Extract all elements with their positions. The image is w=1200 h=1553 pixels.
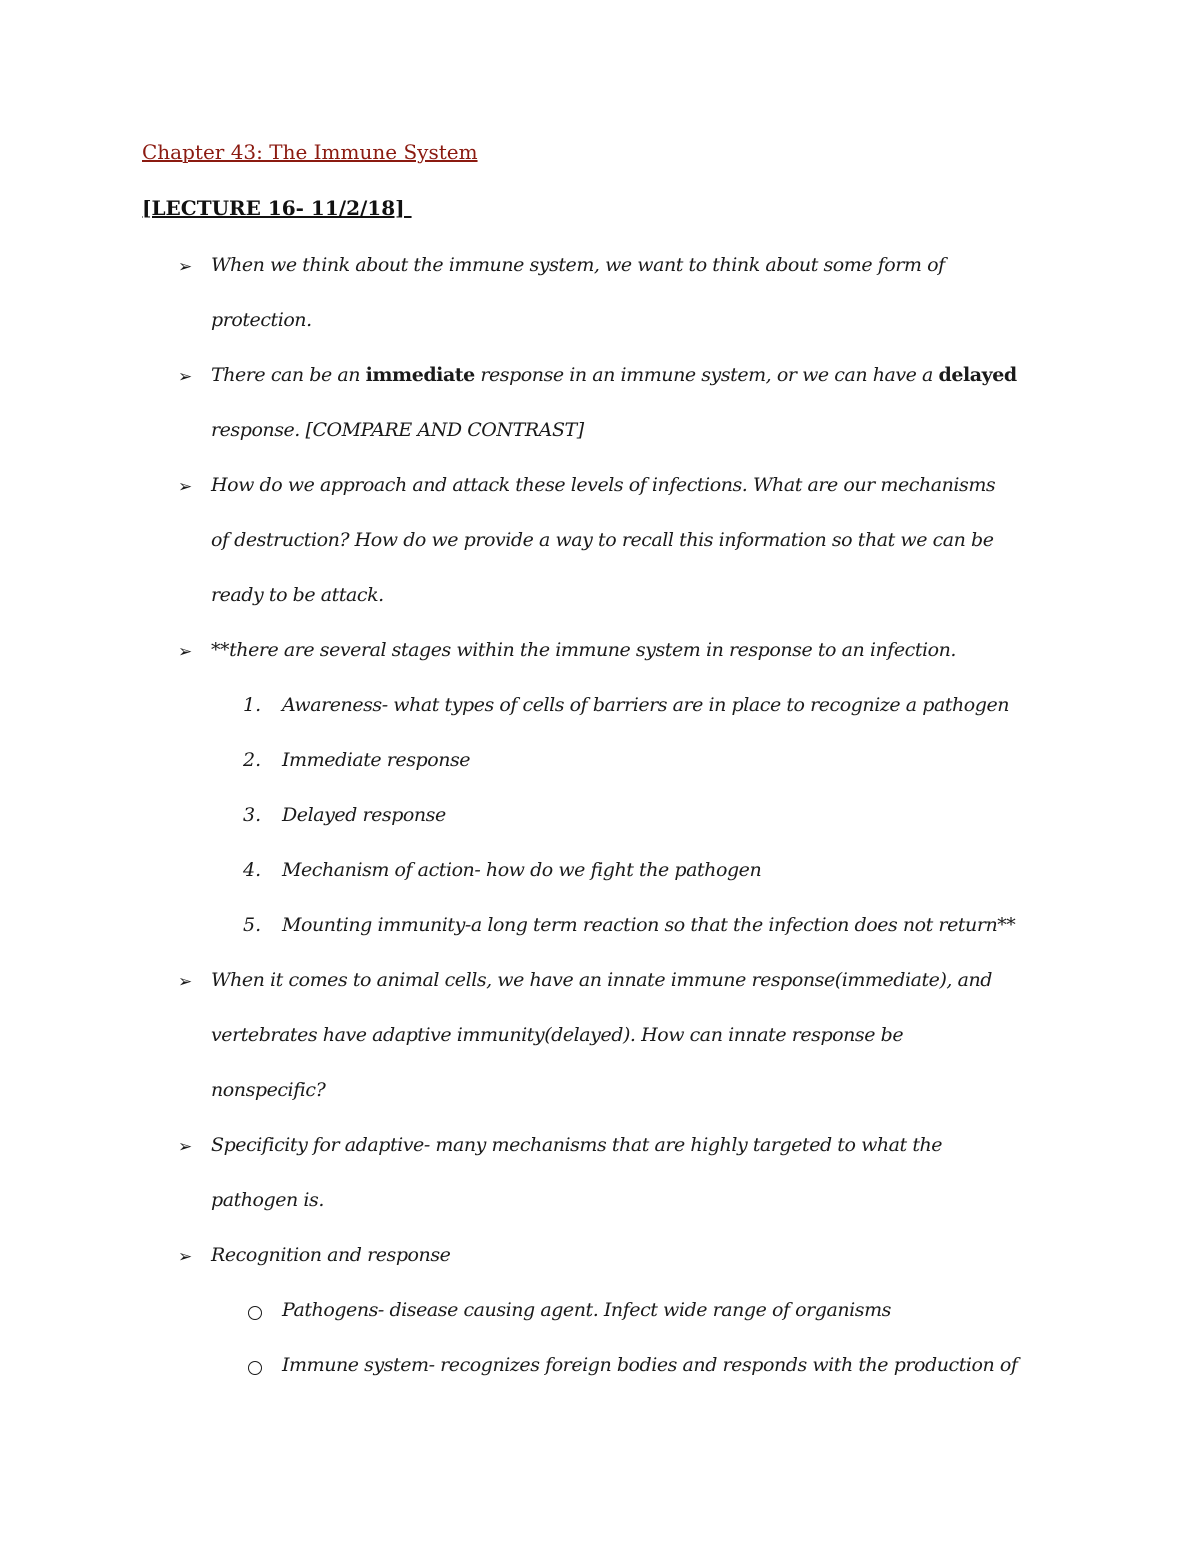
bullet-3-line-2: of destruction? How do we provide a way to recall this information so that we can be xyxy=(211,529,994,551)
arrow-bullet-icon: ➢ xyxy=(178,367,193,387)
bullet-5-line-2: vertebrates have adaptive immunity(delayed). How can innate response be xyxy=(211,1024,904,1046)
bullet-2-text-c: response in an immune system, or we can have a xyxy=(474,364,939,386)
bullet-3-line-1: How do we approach and attack these levels of infections. What are our mechanisms xyxy=(211,474,996,496)
stage-number: 1. xyxy=(243,694,262,716)
stage-number: 3. xyxy=(243,804,262,826)
stage-text: Mounting immunity-a long term reaction so that the infection does not return** xyxy=(282,914,1016,936)
bullet-2-text-a: There can be an xyxy=(211,364,366,386)
immediate-term: immediate xyxy=(365,364,475,386)
arrow-bullet-icon: ➢ xyxy=(178,257,193,277)
bullet-2-line-2: response. [COMPARE AND CONTRAST] xyxy=(211,419,584,441)
stage-number: 4. xyxy=(243,859,262,881)
bullet-4-line-1: **there are several stages within the immune system in response to an infection. xyxy=(211,639,957,661)
chapter-title: Chapter 43: The Immune System xyxy=(142,140,478,164)
stage-text: Awareness- what types of cells of barriers are in place to recognize a pathogen xyxy=(282,694,1010,716)
circle-bullet-icon xyxy=(248,1306,262,1320)
sub-bullet-text: Pathogens- disease causing agent. Infect wide range of organisms xyxy=(282,1299,891,1321)
bullet-2-line-1 xyxy=(211,364,1017,386)
bullet-1-line-2: protection. xyxy=(211,309,312,331)
arrow-bullet-icon: ➢ xyxy=(178,1137,193,1157)
stage-text: Delayed response xyxy=(282,804,446,826)
bullet-5-line-3: nonspecific? xyxy=(211,1079,326,1101)
arrow-bullet-icon: ➢ xyxy=(178,972,193,992)
stage-text: Mechanism of action- how do we fight the pathogen xyxy=(282,859,762,881)
arrow-bullet-icon: ➢ xyxy=(178,477,193,497)
bullet-6-line-1: Specificity for adaptive- many mechanisms that are highly targeted to what the xyxy=(211,1134,943,1156)
stage-text: Immediate response xyxy=(282,749,471,771)
stage-number: 5. xyxy=(243,914,262,936)
arrow-bullet-icon: ➢ xyxy=(178,642,193,662)
delayed-term: delayed xyxy=(938,364,1017,386)
bullet-5-line-1: When it comes to animal cells, we have an innate immune response(immediate), and xyxy=(211,969,992,991)
arrow-bullet-icon: ➢ xyxy=(178,1247,193,1267)
circle-bullet-icon xyxy=(248,1361,262,1375)
sub-bullet-text: Immune system- recognizes foreign bodies and responds with the production of xyxy=(282,1354,1018,1376)
bullet-3-line-3: ready to be attack. xyxy=(211,584,384,606)
lecture-heading: [LECTURE 16- 11/2/18] xyxy=(142,196,412,220)
bullet-6-line-2: pathogen is. xyxy=(211,1189,324,1211)
bullet-1-line-1: When we think about the immune system, we want to think about some form of xyxy=(211,254,945,276)
stage-number: 2. xyxy=(243,749,262,771)
bullet-7-line-1: Recognition and response xyxy=(211,1244,451,1266)
